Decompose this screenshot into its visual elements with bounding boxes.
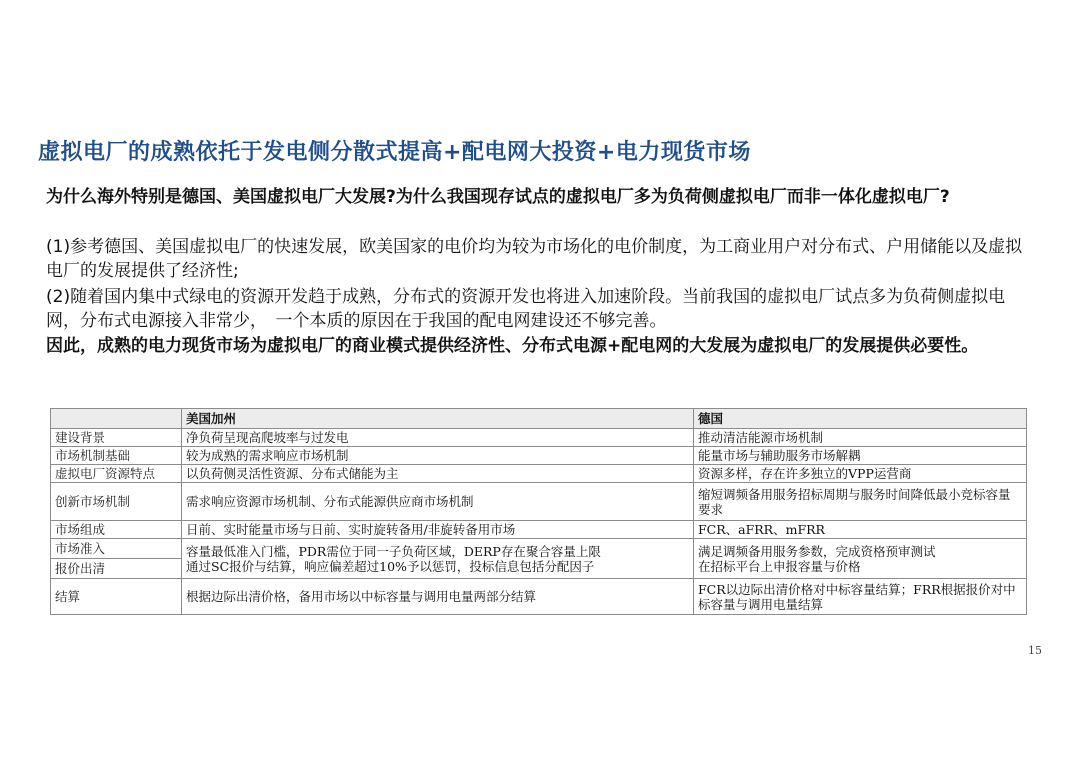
table-cell: 资源多样，存在许多独立的VPP运营商	[694, 465, 1027, 483]
row-label: 虚拟电厂资源特点	[51, 465, 182, 483]
table-cell: 以负荷侧灵活性资源、分布式储能为主	[182, 465, 694, 483]
table-cell: 根据边际出清价格，备用市场以中标容量与调用电量两部分结算	[182, 579, 694, 615]
question-text: 为什么海外特别是德国、美国虚拟电厂大发展?为什么我国现存试点的虚拟电厂多为负荷侧虚拟电厂而非一体化虚拟电厂?	[46, 187, 950, 207]
header-cell-germany: 德国	[694, 409, 1027, 429]
row-label: 报价出清	[51, 558, 181, 578]
slide-title: 虚拟电厂的成熟依托于发电侧分散式提高+配电网大投资+电力现货市场	[38, 140, 751, 165]
row-label: 市场机制基础	[51, 447, 182, 465]
row-label: 市场组成	[51, 521, 182, 539]
table-cell: 日前、实时能量市场与日前、实时旋转备用/非旋转备用市场	[182, 521, 694, 539]
row-label: 建设背景	[51, 429, 182, 447]
table-cell: 推动清洁能源市场机制	[694, 429, 1027, 447]
row-label: 创新市场机制	[51, 483, 182, 521]
row-label: 结算	[51, 579, 182, 615]
table-cell-line: 在招标平台上申报容量与价格	[698, 558, 861, 574]
table-cell: 较为成熟的需求响应市场机制	[182, 447, 694, 465]
table-cell-line: 满足调频备用服务参数，完成资格预审测试	[698, 543, 936, 559]
table-row	[51, 579, 1027, 615]
point-2-text: (2)随着国内集中式绿电的资源开发趋于成熟，分布式的资源开发也将进入加速阶段。当前我国的虚拟电厂试点多为负荷侧虚拟电网，分布式电源接入非常少， 一个本质的原因在于我国的配电网建设还不够完善。	[46, 287, 1006, 331]
table-cell: FCR、aFRR、mFRR	[694, 521, 1027, 539]
table-row	[51, 539, 1027, 579]
point-1-text: (1)参考德国、美国虚拟电厂的快速发展，欧美国家的电价均为较为市场化的电价制度，为工商业用户对分布式、户用储能以及虚拟电厂的发展提供了经济性;	[46, 237, 1023, 281]
table-header-row	[51, 409, 1027, 429]
table-row	[51, 483, 1027, 521]
table-row	[51, 447, 1027, 465]
table-cell: FCR以边际出清价格对中标容量结算；FRR根据报价对中标容量与调用电量结算	[694, 579, 1027, 615]
conclusion-text: 因此，成熟的电力现货市场为虚拟电厂的商业模式提供经济性、分布式电源+配电网的大发展为虚拟电厂的发展提供必要性。	[46, 336, 979, 356]
table-cell: 需求响应资源市场机制、分布式能源供应商市场机制	[182, 483, 694, 521]
table-row	[51, 429, 1027, 447]
row-label-merged	[51, 539, 182, 579]
comparison-table	[50, 408, 1027, 615]
page-number: 15	[1028, 644, 1042, 657]
row-label: 市场准入	[55, 541, 106, 556]
table-row	[51, 465, 1027, 483]
table-cell: 缩短调频备用服务招标周期与服务时间降低最小竞标容量要求	[694, 483, 1027, 521]
table-cell-line: 容量最低准入门槛，PDR需位于同一子负荷区域，DERP存在聚合容量上限	[186, 543, 601, 559]
table-cell: 净负荷呈现高爬坡率与过发电	[182, 429, 694, 447]
header-cell-california: 美国加州	[182, 409, 694, 429]
table-row	[51, 521, 1027, 539]
table-cell	[182, 539, 694, 579]
header-cell-empty	[51, 409, 182, 429]
table-cell	[694, 539, 1027, 579]
table-cell-line: 通过SC报价与结算，响应偏差超过10%予以惩罚，投标信息包括分配因子	[186, 558, 595, 574]
table-cell: 能量市场与辅助服务市场解耦	[694, 447, 1027, 465]
